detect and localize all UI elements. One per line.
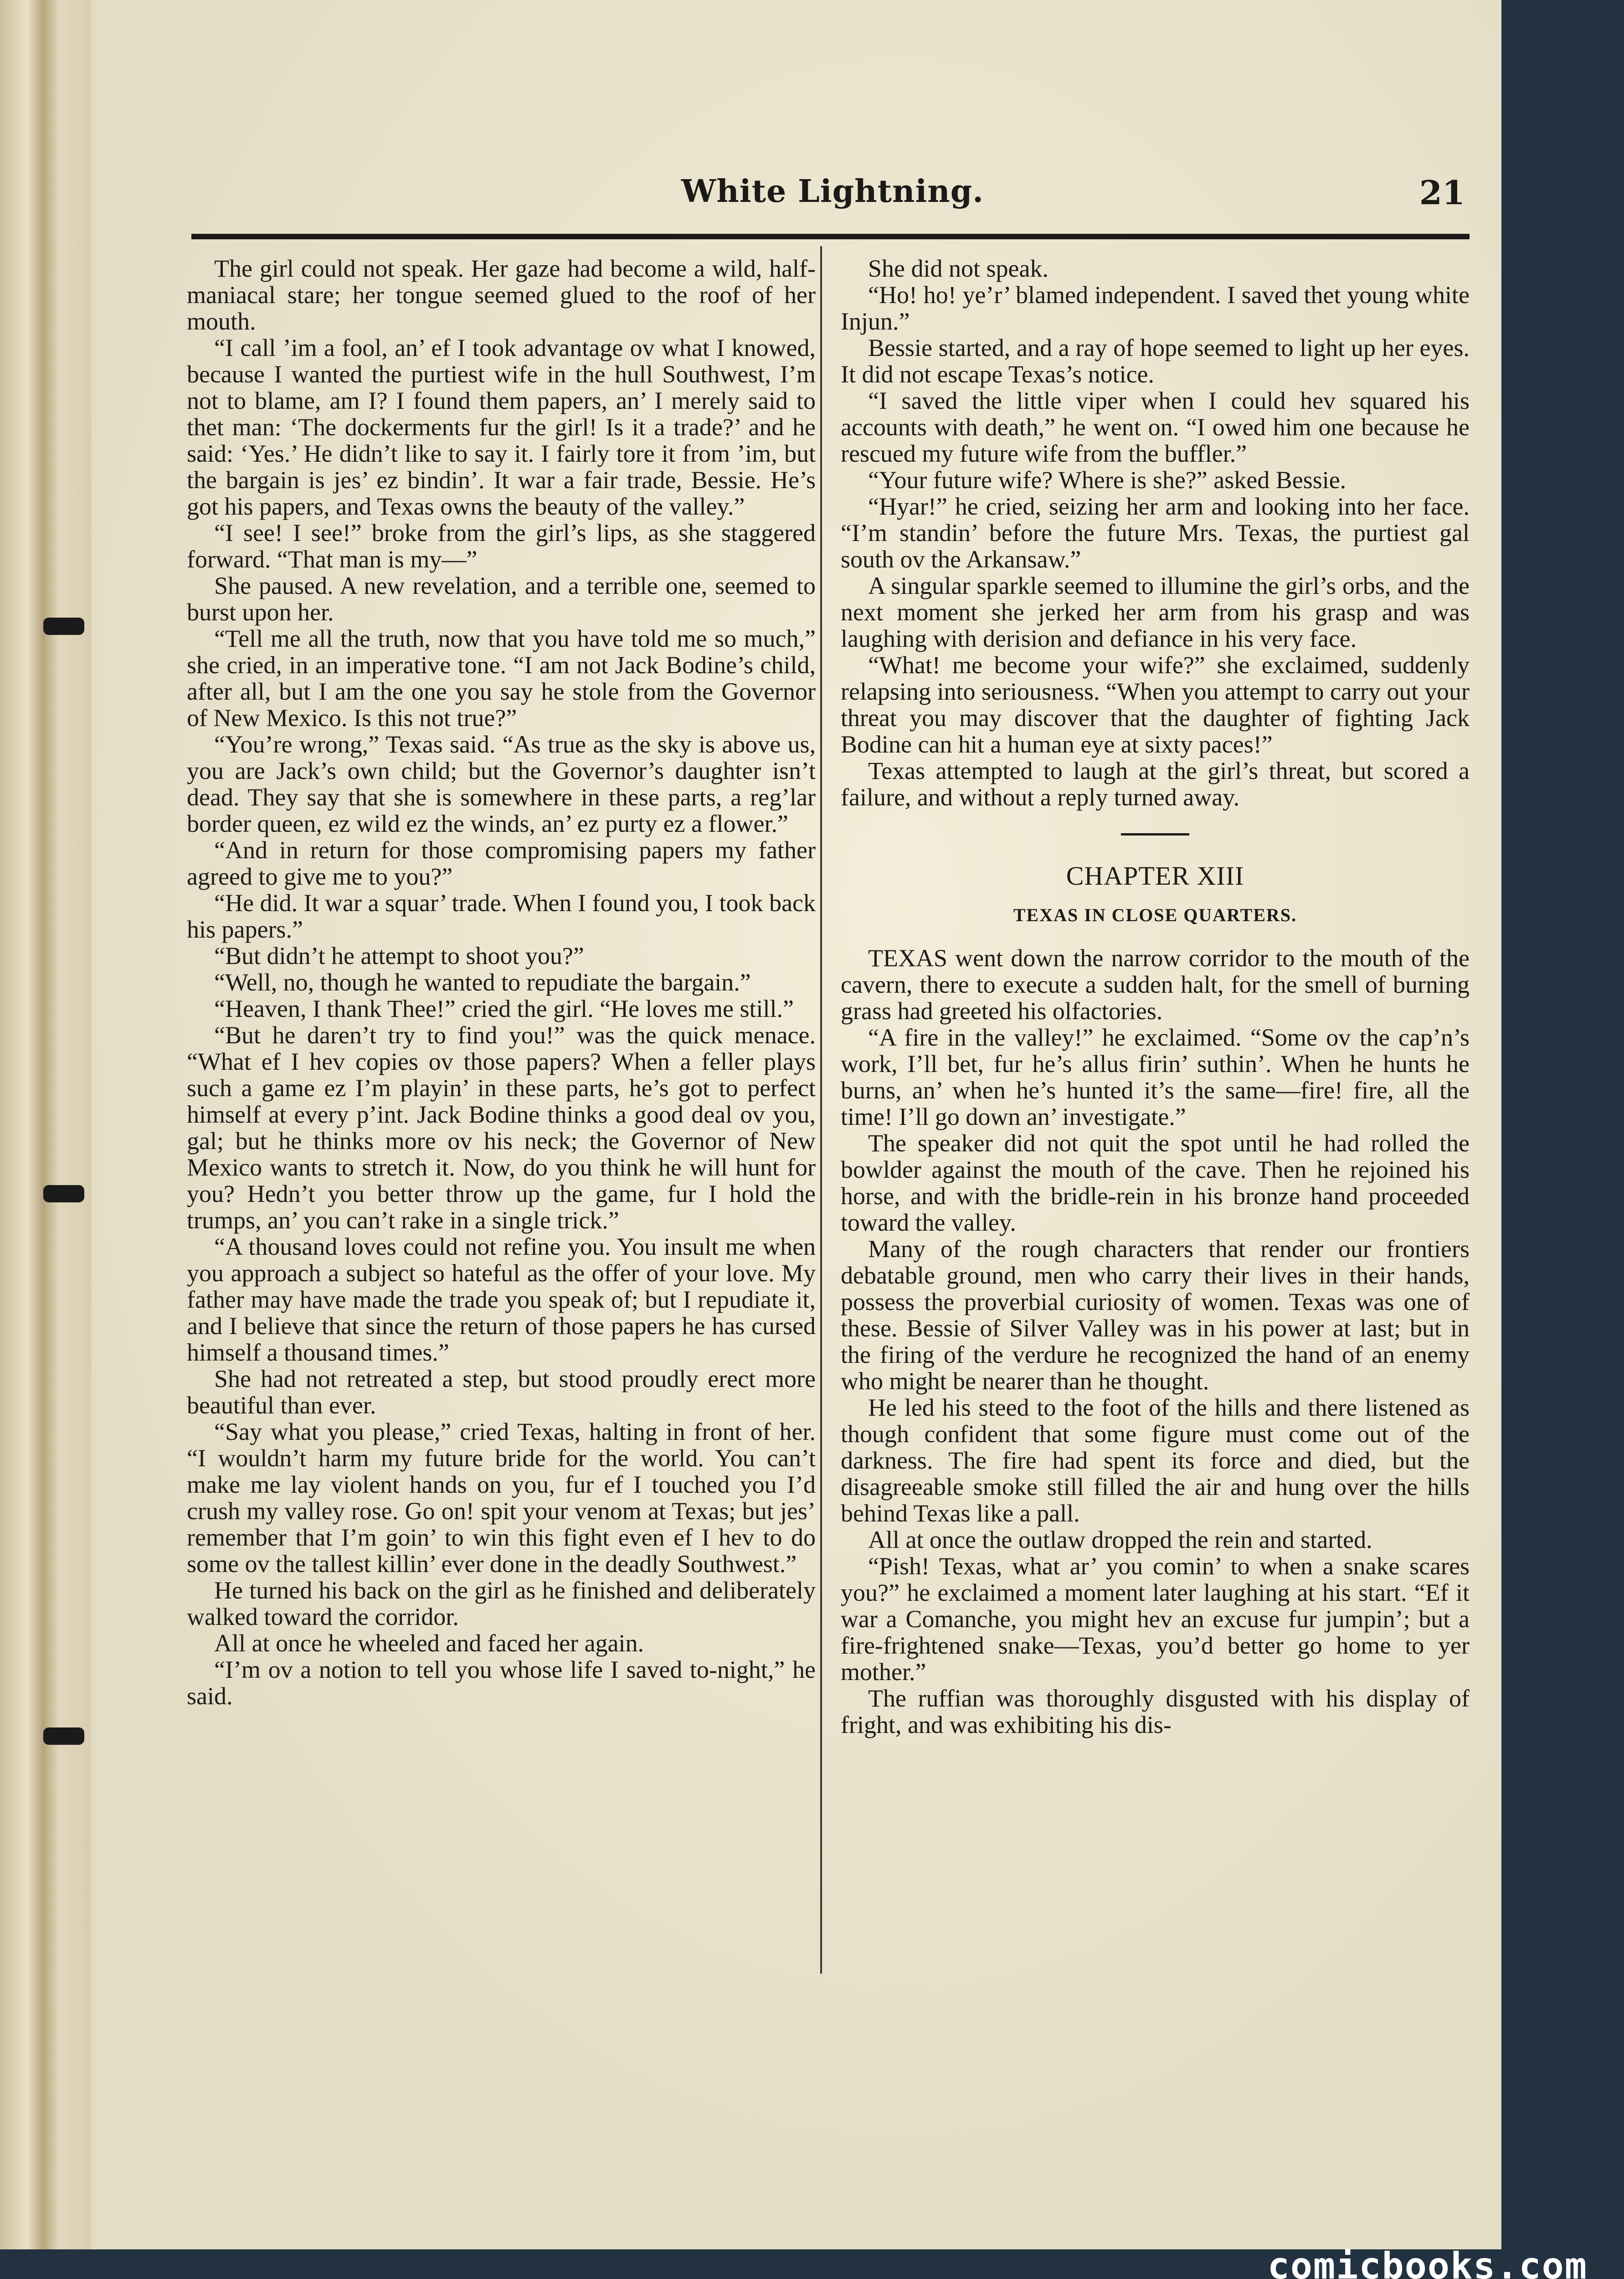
running-title: White Lightning. [681,173,984,210]
paragraph: Bessie started, and a ray of hope seemed to light up her eyes. It did not escape Texas’s notice. [841,334,1470,388]
paragraph: A singular sparkle seemed to illumine the girl’s orbs, and the next moment she jerked her arm from his grasp and was laughing with derision and defiance in his very face. [841,572,1470,652]
paragraph: The girl could not speak. Her gaze had become a wild, half-maniacal stare; her tongue seemed glued to the roof of her mouth. [187,255,816,335]
paragraph: He led his steed to the foot of the hills and there listened as though confident that some figure must come out of the darkness. The fire had spent its force and died, but the disagreeable smoke still filled the air and hung over the hills behind Texas like a pall. [841,1394,1470,1527]
paragraph: “Well, no, though he wanted to repudiate the bargain.” [214,969,751,996]
paragraph: “Tell me all the truth, now that you have told me so much,” she cried, in an imperative tone. “I am not Jack Bodine’s child, after all, but I am the one you say he stole from the Governor of New Mexico. Is this not true?” [187,625,816,732]
paragraph: “Heaven, I thank Thee!” cried the girl. “He loves me still.” [214,995,794,1022]
paragraph: “What! me become your wife?” she exclaimed, suddenly relapsing into seriousness. “When you attempt to carry out your threat you may discover that the daughter of fighting Jack Bodine can hit a human eye at sixty paces!” [841,651,1470,758]
paragraph: “A thousand loves could not refine you. You insult me when you approach a subject so hateful as the offer of your love. My father may have made the trade you speak of; but I repudiate it, and I believe that since the return of those papers he has cursed himself a thousand times.” [187,1233,816,1366]
paragraph: “I see! I see!” broke from the girl’s lips, as she staggered forward. “That man is my—” [187,519,816,573]
chapter-separator-rule [1121,833,1189,835]
paragraph: The speaker did not quit the spot until he had rolled the bowlder against the mouth of the cave. Then he rejoined his horse, and with the bridle-rein in his bronze hand proceeded toward the valley. [841,1129,1470,1236]
chapter-subtitle: TEXAS IN CLOSE QUARTERS. [1013,905,1297,925]
paragraph: The ruffian was thoroughly disgusted with his display of fright, and was exhibiting his dis- [841,1685,1470,1738]
binding-stitch [43,1185,84,1202]
paragraph: All at once he wheeled and faced her again. [214,1629,644,1657]
binding-stitch [43,618,84,635]
paragraph: “And in return for those compromising papers my father agreed to give me to you?” [187,836,816,890]
paragraph: “He did. It war a squar’ trade. When I found you, I took back his papers.” [187,889,816,943]
page-header [191,173,1465,223]
paragraph: She had not retreated a step, but stood proudly erect more beautiful than ever. [187,1365,816,1419]
paragraph: “Pish! Texas, what ar’ you comin’ to when a snake scares you?” he exclaimed a moment later laughing at his start. “Ef it war a Comanche, you might hev an excuse fur jumpin’; but a fire-frightened snake—Texas, you’d better go home to yer mother.” [841,1552,1470,1686]
page-number: 21 [1419,173,1465,212]
paragraph: She did not speak. [868,255,1048,282]
paragraph: He turned his back on the girl as he finished and deliberately walked toward the corridor. [187,1577,816,1630]
paragraph: “Ho! ho! ye’r’ blamed independent. I saved thet young white Injun.” [841,281,1470,335]
paragraph: “Hyar!” he cried, seizing her arm and looking into her face. “I’m standin’ before the future Mrs. Texas, the purtiest gal south ov the Arkansaw.” [841,493,1470,573]
header-rule [191,234,1470,239]
paragraph: “I call ’im a fool, an’ ef I took advantage ov what I knowed, because I wanted the purtiest wife in the hull Southwest, I’m not to blame, am I? I found them papers, an’ I merely said to thet man: ‘The dockerments fur the girl! Is it a trade?’ and he said: ‘Yes.’ He didn’t like to say it. I fairly tore it from ’im, but the bargain is jes’ ez bindin’. It war a fair trade, Bessie. He’s got his papers, and Texas owns the beauty of the valley.” [187,334,816,520]
binding-stitch [43,1727,84,1745]
paragraph: She paused. A new revelation, and a terrible one, seemed to burst upon her. [187,572,816,626]
site-watermark: comicbooks.com [1267,2245,1588,2279]
paragraph: All at once the outlaw dropped the rein and started. [868,1526,1372,1553]
chapter-title: CHAPTER XIII [1066,861,1244,891]
paragraph: Texas attempted to laugh at the girl’s threat, but scored a failure, and without a reply turned away. [841,757,1470,811]
right-text-column [841,255,1470,1738]
paragraph: TEXAS went down the narrow corridor to the mouth of the cavern, there to execute a sudden halt, for the smell of burning grass had greeted his olfactories. [841,944,1470,1025]
column-divider [820,246,822,1974]
paragraph: “A fire in the valley!” he exclaimed. “Some ov the cap’n’s work, I’ll bet, fur he’s allus firin’ suthin’. When he hunts he burns, an’ when he’s hunted it’s the same—fire! fire, all the time! I’ll go down an’ investigate.” [841,1024,1470,1130]
paragraph: “I’m ov a notion to tell you whose life I saved to-night,” he said. [187,1656,816,1710]
left-text-column [187,255,816,1709]
paragraph: “You’re wrong,” Texas said. “As true as the sky is above us, you are Jack’s own child; but the Governor’s daughter isn’t dead. They say that she is somewhere in these parts, a reg’lar border queen, ez wild ez the winds, an’ ez purty ez a flower.” [187,731,816,837]
paragraph: “I saved the little viper when I could hev squared his accounts with death,” he went on. “I owed him one because he rescued my future wife from the buffler.” [841,387,1470,467]
paragraph: “Say what you please,” cried Texas, halting in front of her. “I wouldn’t harm my future bride for the world. You can’t make me lay violent hands on you, fur ef I touched you I’d crush my valley rose. Go on! spit your venom at Texas; but jes’ remember that I’m goin’ to win this fight even ef I hev to do some ov the tallest killin’ ever done in the deadly Southwest.” [187,1418,816,1578]
paragraph: “But he daren’t try to find you!” was the quick menace. “What ef I hev copies ov those papers? When a feller plays such a game ez I’m playin’ in these parts, he’s got to perfect himself at every p’int. Jack Bodine thinks a good deal ov you, gal; but he thinks more ov his neck; the Governor of New Mexico wants to stretch it. Now, do you think he will hunt for you? Hedn’t you better throw up the game, fur I hold the trumps, an’ you can’t rake in a single trick.” [187,1021,816,1234]
page-binding-gutter [0,0,91,2249]
paragraph: “Your future wife? Where is she?” asked Bessie. [868,466,1346,494]
paragraph: “But didn’t he attempt to shoot you?” [214,942,584,969]
paragraph: Many of the rough characters that render our frontiers debatable ground, men who carry their lives in their hands, possess the proverbial curiosity of women. Texas was one of these. Bessie of Silver Valley was in his power at last; but in the firing of the verdure he recognized the hand of an enemy who might be nearer than he thought. [841,1235,1470,1395]
